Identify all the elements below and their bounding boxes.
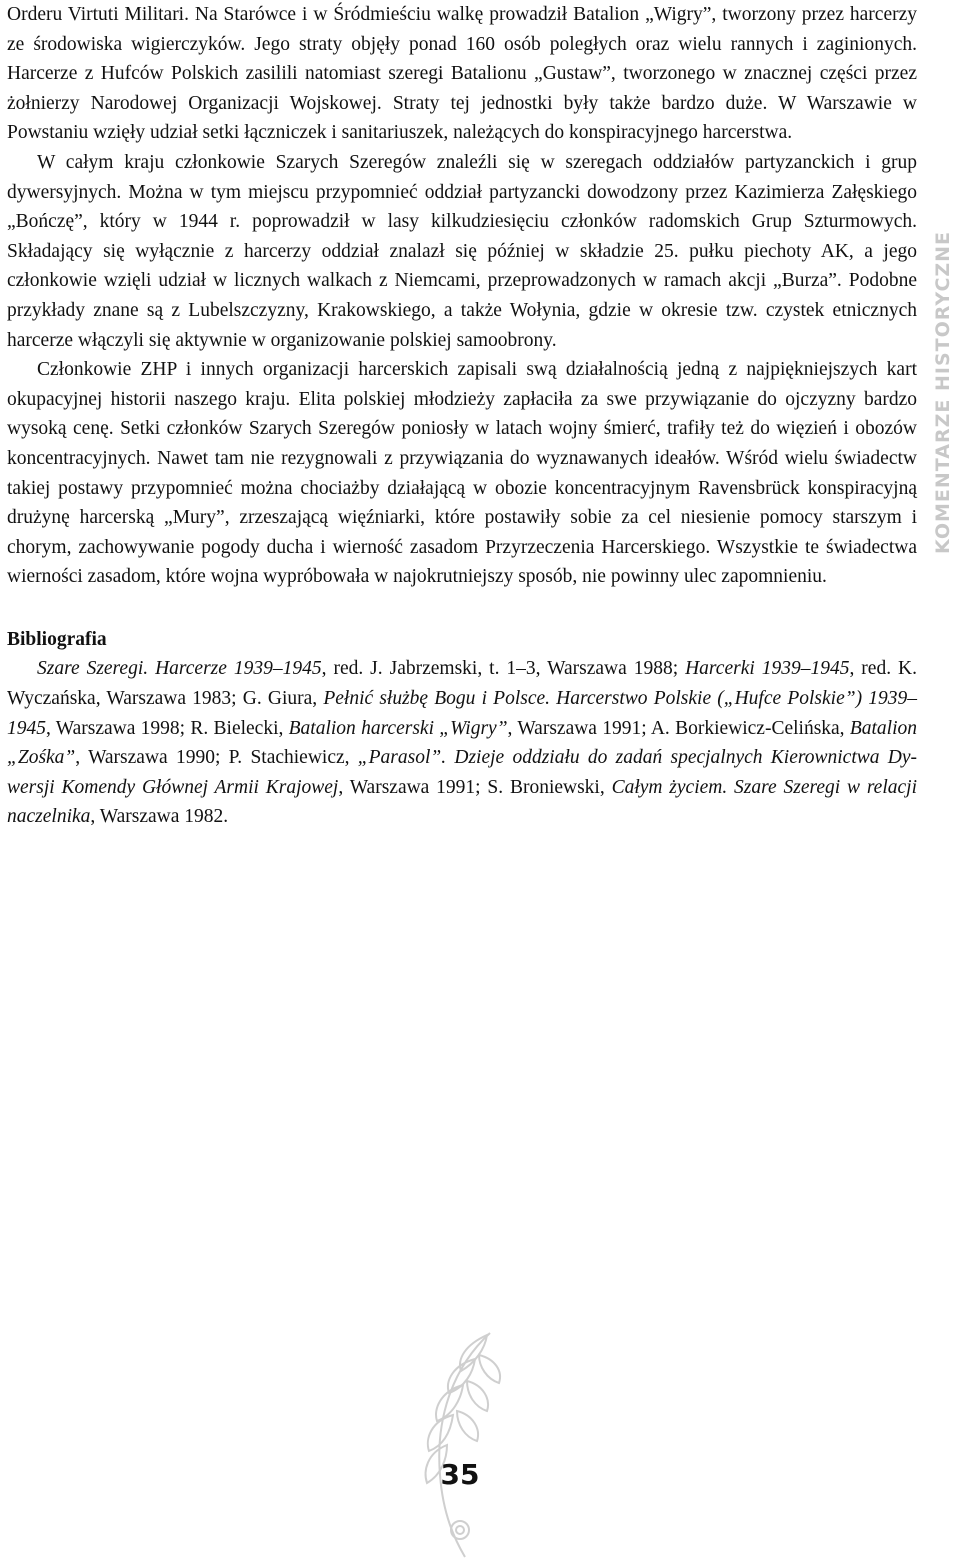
bibliography-details: , Warszawa 1990; P. Stachiewicz, xyxy=(75,747,358,769)
bibliography-title: Pełnić służbę Bogu i Polsce. Harcerstwo Polskie („Hufce Polskie”) 1939–1945 xyxy=(7,688,917,739)
bibliography-details: , Warszawa 1982. xyxy=(90,806,229,828)
body-paragraph: Orderu Virtuti Militari. Na Starówce i w Śródmieściu walkę prowadził Batalion „Wigry”, tworzony przez harcerzy ze środowiska wigierczyków. Jego straty objęły ponad 160 osób poległych oraz wielu rannych i zaginionych. Harcerze z Hufców Polskich zasilili natomiast szeregi Batalionu „Gustaw”, tworzonego w znacznej części przez żołnierzy Narodowej Organizacji Wojskowej. Straty tej jednostki były także bardzo duże. W Warszawie w Powstaniu wzięły udział setki łączniczek i sanitariuszek, należących do konspiracyjnego harcerstwa. xyxy=(7,4,917,144)
bibliography-title: Batalion harcerski „Wigry” xyxy=(288,717,508,739)
bibliography-heading: Bibliografia xyxy=(7,628,107,650)
bibliography-details: , Warszawa 1991; A. Borkiewicz-Celińska, xyxy=(507,717,850,739)
bibliography-details: , Warszawa 1998; R. Bielecki, xyxy=(46,717,289,739)
body-paragraph: W całym kraju członkowie Szarych Szeregów znaleźli się w szeregach oddziałów partyzanckich i grup dywersyjnych. Można w tym miejscu przypomnieć oddział partyzancki dowodzony przez Kazimierza Załęskiego „Bończę”, który w 1944 r. poprowadził w lasy kilkudziesięciu członków radomskich Grup Szturmowych. Składający się wyłącznie z harcerzy oddział znalazł się później w składzie 25. pułku piechoty AK, a jego członkowie wzięli udział w licznych walkach z Niemcami, przeprowadzonych w ramach akcji „Burza”. Podobne przykłady znane są z Lubelszczyzny, Krakowskiego, a także Wołynia, gdzie w okresie tzw. czystek etnicznych harcerze włączyli się aktywnie w organizowanie polskiej samoobrony. xyxy=(7,151,917,351)
bibliography-title: Szare Szeregi. Harcerze 1939–1945 xyxy=(37,658,322,680)
main-text-column xyxy=(7,0,917,832)
bibliography-title: Całym życiem. Szare Szeregi w relacji naczelnika xyxy=(7,776,917,828)
bibliography-details: , Warszawa 1991; S. Broniewski, xyxy=(338,776,612,798)
bibliography-details: , red. K. Wyczańska, Warszawa 1983; G. Giura, xyxy=(7,658,917,710)
bibliography-title: Batalion „Zośka” xyxy=(7,717,917,769)
leaf-ornament-icon xyxy=(395,1325,525,1562)
page-number: 35 xyxy=(440,1458,480,1491)
section-side-label: KOMENTARZE HISTORYCZNE xyxy=(932,230,954,554)
body-paragraph: Członkowie ZHP i innych organizacji harcerskich zapisali swą działalnością jedną z najpiękniejszych kart okupacyjnej historii naszego kraju. Elita polskiej młodzieży zapłaciła za swe przywiązanie do ojczyzny bardzo wysoką cenę. Setki członków Szarych Szeregów poniosły w latach wojny śmierć, trafiły też do więzień i obozów koncentracyjnych. Nawet tam nie rezygnowali z przywiązania do wyznawanych ideałów. Wśród wielu świadectw takiej postawy przypomnieć można chociażby działającą w obozie koncentracyjnym Ravensbrück konspiracyjną drużynę harcerską „Mury”, zrzeszającą więźniarki, które postawiły sobie za cel niesienie pomocy starszym i chorym, zachowywanie pogody ducha i wierność zasadom Przyrzeczenia Harcerskiego. Wszystkie te świadectwa wierności zasadom, które wojna wypróbowała w najokrutniejszy sposób, nie powinny ulec zapomnieniu. xyxy=(7,359,917,588)
bibliography-title: Harcerki 1939–1945 xyxy=(685,658,850,680)
bibliography-details: , red. J. Jabrzemski, t. 1–3, Warszawa 1988; xyxy=(321,658,686,680)
bibliography-title: „Parasol”. Dzieje oddziału do zadań specjalnych Kierownictwa Dywersji Komendy Głównej Armii Krajowej xyxy=(7,747,917,798)
bibliography-text xyxy=(7,654,917,832)
